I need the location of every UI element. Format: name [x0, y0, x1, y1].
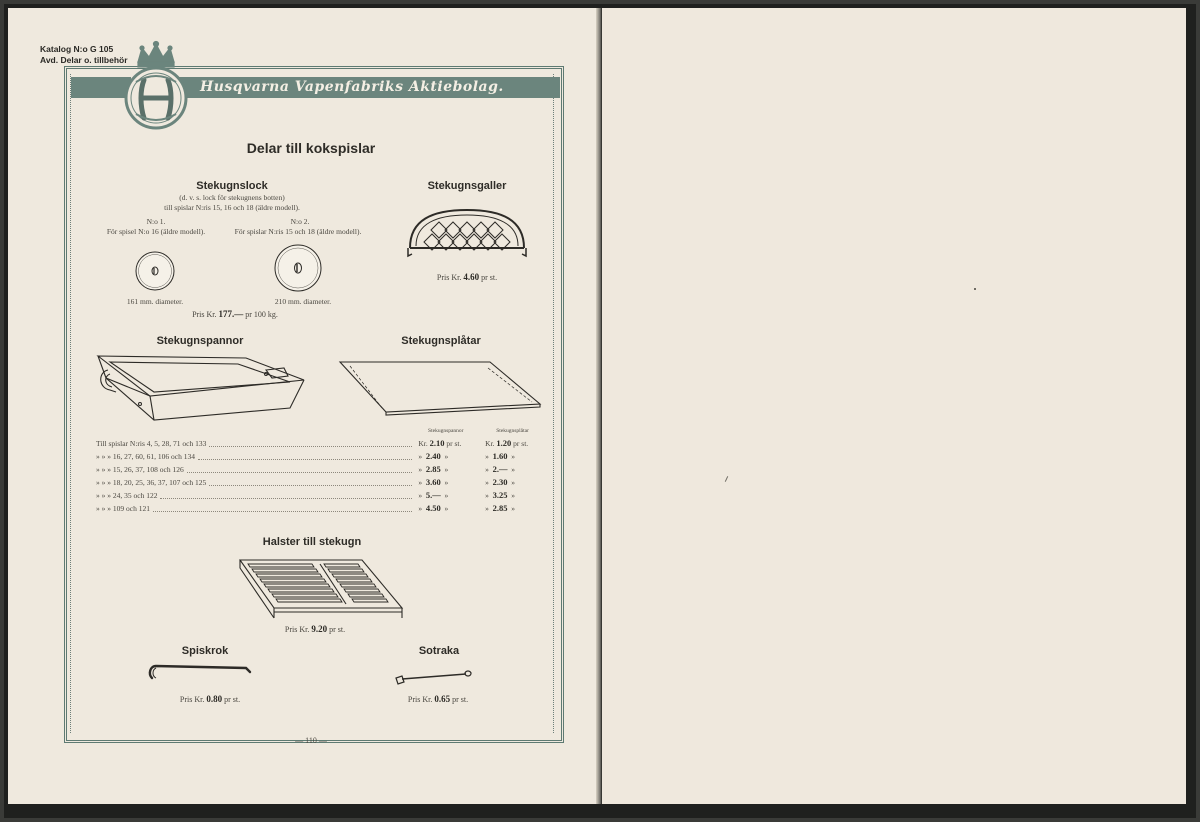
- table-row: » » » 24, 35 och 122 » 5.— » » 3.25 »: [96, 490, 516, 500]
- roasting-pan-illustration: [96, 352, 310, 424]
- stekugnsgaller-price-value: 4.60: [463, 272, 480, 282]
- catalog-info: [40, 44, 128, 66]
- spiskrok-price-value: 0.80: [206, 694, 223, 704]
- table-row: » » » 16, 27, 60, 61, 106 och 134 » 2.40 » » 1.60 »: [96, 451, 516, 461]
- heading-spiskrok: Spiskrok: [181, 645, 229, 657]
- lid-1-illustration: [134, 250, 176, 292]
- stekugnslock-price-value: 177.—: [218, 309, 244, 319]
- price-table: [96, 425, 546, 515]
- stekugnslock-note-1: (d. v. s. lock för stekugnens botten): [179, 193, 285, 202]
- lid-1-diameter: 161 mm. diameter.: [126, 297, 184, 306]
- table-row: » » » 18, 20, 25, 36, 37, 107 och 125 » 3.60 » » 2.30 »: [96, 477, 516, 487]
- table-row: » » » 15, 26, 37, 108 och 126 » 2.85 » » 2.— »: [96, 464, 516, 474]
- lid-2-illustration: [273, 243, 323, 293]
- heading-stekugnsplatar: Stekugnsplåtar: [401, 335, 481, 347]
- heading-stekugnspannor: Stekugnspannor: [156, 335, 244, 347]
- sotraka-price-value: 0.65: [434, 694, 451, 704]
- model-1-description: För spisel N:o 16 (äldre modell).: [106, 227, 206, 236]
- model-2-number: N:o 2.: [290, 217, 310, 226]
- catalog-number: Katalog N:o G 105: [40, 44, 114, 54]
- oven-grate-illustration: [404, 204, 530, 262]
- stekugnslock-price: Pris Kr. 177.— pr 100 kg.: [192, 309, 278, 319]
- price-table-col2-header: Stekugnsplåtar: [496, 428, 529, 434]
- catalog-department: Avd. Delar o. tillbehör: [40, 55, 128, 65]
- heading-sotraka: Sotraka: [418, 645, 460, 657]
- page-number: — 110 —: [295, 736, 327, 745]
- stekugnslock-note-2: till spislar N:ris 15, 16 och 18 (äldre modell).: [164, 203, 300, 212]
- page-title: Delar till kokspislar: [246, 140, 376, 156]
- heading-stekugnslock: Stekugnslock: [196, 180, 268, 192]
- baking-sheet-illustration: [338, 358, 544, 418]
- price-table-col1-header: Stekugnspannor: [428, 428, 464, 434]
- grill-rack-illustration: [234, 556, 406, 622]
- table-row: Till spislar N:ris 4, 5, 28, 71 och 133 Kr. 2.10 pr st. Kr. 1.20 pr st.: [96, 438, 529, 448]
- spiskrok-price: Pris Kr. 0.80 pr st.: [179, 694, 241, 704]
- heading-halster: Halster till stekugn: [262, 536, 362, 548]
- model-1-number: N:o 1.: [146, 217, 166, 226]
- crowned-h-emblem: [118, 40, 194, 132]
- right-page-blank: [602, 8, 1186, 804]
- stekugnsgaller-price: Pris Kr. 4.60 pr st.: [436, 272, 498, 282]
- halster-price-value: 9.20: [311, 624, 328, 634]
- table-row: » » » 109 och 121 » 4.50 » » 2.85 »: [96, 503, 516, 513]
- heading-stekugnsgaller: Stekugnsgaller: [427, 180, 507, 192]
- stove-hook-illustration: [146, 660, 256, 686]
- soot-rake-illustration: [394, 662, 474, 686]
- sotraka-price: Pris Kr. 0.65 pr st.: [407, 694, 469, 704]
- halster-price: Pris Kr. 9.20 pr st.: [284, 624, 346, 634]
- lid-2-diameter: 210 mm. diameter.: [274, 297, 332, 306]
- company-name: Husqvarna Vapenfabriks Aktiebolag.: [200, 79, 504, 95]
- model-2-description: För spislar N:ris 15 och 18 (äldre modell).: [234, 227, 362, 236]
